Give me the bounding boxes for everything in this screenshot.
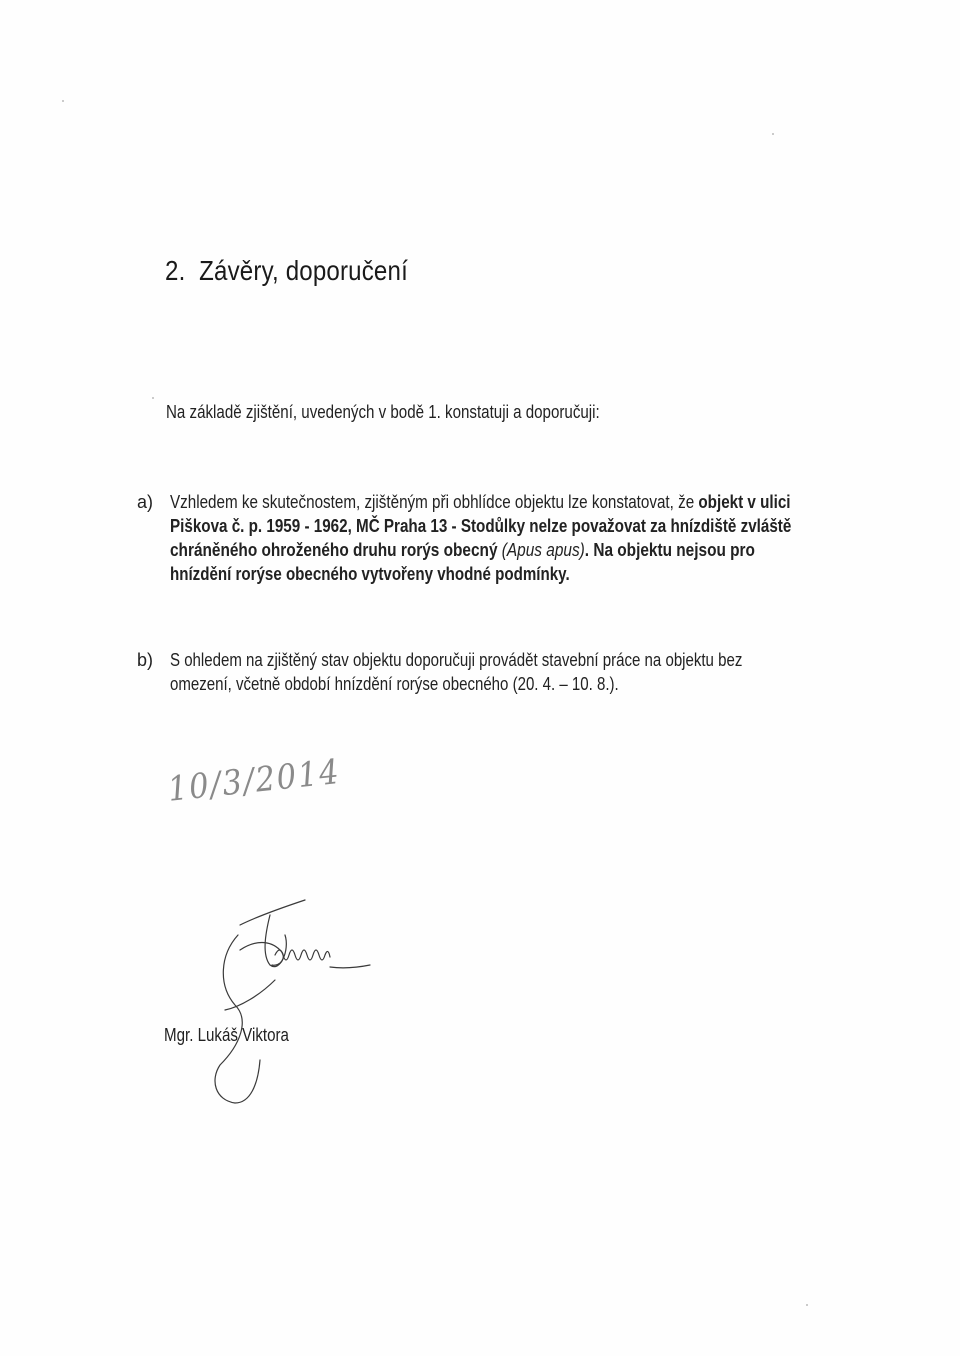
intro-text: Na základě zjištění, uvedených v bodě 1. konstatuji a doporučuji: [166,402,600,422]
section-heading: 2. Závěry, doporučení [165,255,408,286]
item-b-line-1: S ohledem na zjištěný stav objektu doporučuji provádět stavební práce na objektu bez [170,650,743,670]
handwritten-date: 10/3/2014 [166,751,343,810]
item-a-text [170,490,905,586]
signatory-name: Mgr. Lukáš Viktora [164,1025,289,1045]
item-b-line-2: omezení, včetně období hnízdění rorýse obecného (20. 4. – 10. 8.). [170,674,619,694]
item-a-line-3-bold: chráněného ohroženého druhu rorýs obecný [170,540,502,560]
scan-speck [772,133,774,135]
item-a-line-2: Piškova č. p. 1959 - 1962, MČ Praha 13 - Stodůlky nelze považovat za hnízdiště zvláště [170,516,792,536]
item-a-line-3-tail: . Na objektu nejsou pro [584,540,755,560]
item-a-line-1-plain: Vzhledem ke skutečnostem, zjištěným při obhlídce objektu lze konstatovat, že [170,492,699,512]
item-a-line-4: hnízdění rorýse obecného vytvořeny vhodné podmínky. [170,564,570,584]
scan-speck [806,1304,808,1306]
item-b-marker: b) [137,650,154,670]
item-a-line-1-bold: objekt v ulici [698,492,791,512]
item-a-line-3 [170,538,799,562]
item-a-line-1 [170,490,791,514]
item-a-marker: a) [137,492,154,512]
item-a-species-latin: (Apus apus) [501,540,585,560]
item-b-text [170,648,855,696]
signature-image [180,895,380,1115]
scan-speck [152,397,154,399]
scan-speck [62,100,64,102]
